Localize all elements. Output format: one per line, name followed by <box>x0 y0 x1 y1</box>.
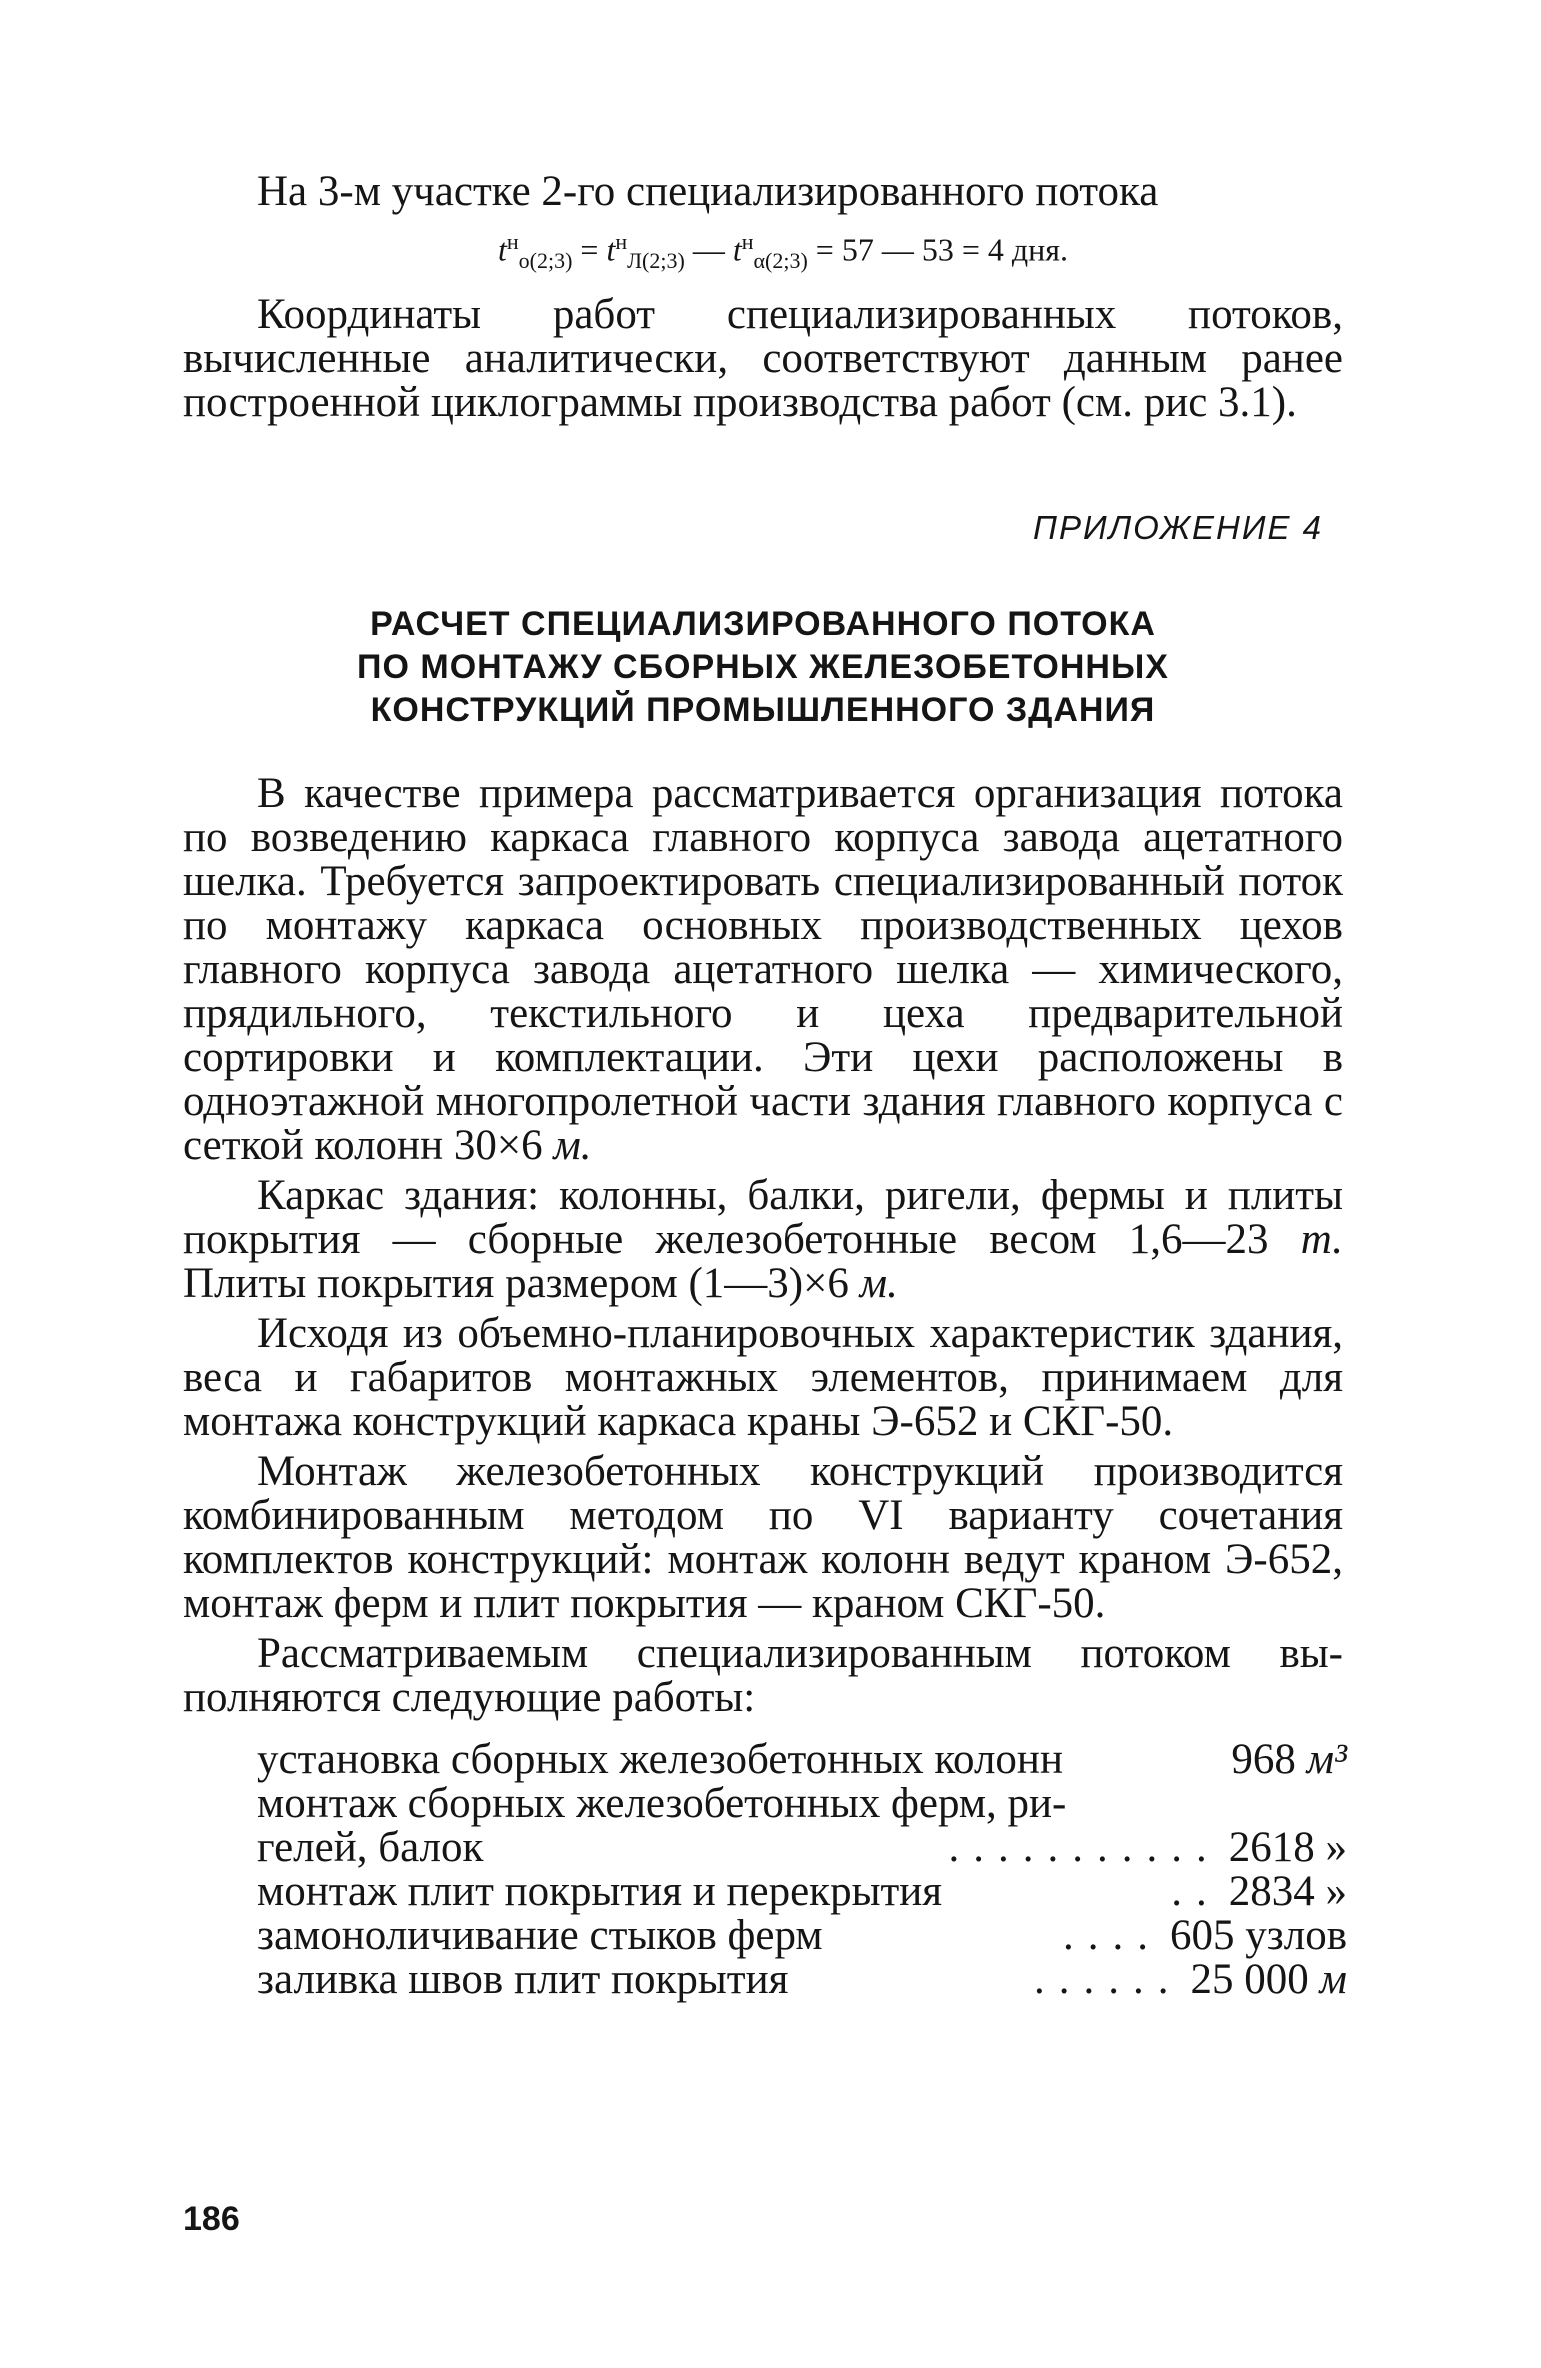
work-item-value: 968 <box>1231 1736 1296 1784</box>
formula-sub2: Л(2;3) <box>627 248 685 274</box>
work-item-value: 2618 <box>1228 1824 1315 1872</box>
work-item-name: заливка швов плит покрытия <box>257 1956 789 2004</box>
paragraph-works-intro: Рассматриваемым специализированным потоком выполняются следующие работы: <box>183 1630 1343 1722</box>
work-item-qty <box>1229 1870 1347 1914</box>
work-item-unit: » <box>1325 1824 1347 1872</box>
work-item-unit: м <box>1319 1956 1347 2004</box>
paragraph-frame-unit: т. <box>1300 1216 1344 1264</box>
intro-line: На 3-м участке 2-го специализированного потока <box>257 168 1159 215</box>
title-line-1: РАСЧЕТ СПЕЦИАЛИЗИРОВАННОГО ПОТОКА <box>370 605 1156 644</box>
work-item-qty <box>1229 1826 1347 1870</box>
work-item <box>257 1738 1347 1782</box>
paragraph-frame <box>183 1174 1343 1306</box>
work-item <box>257 1870 1347 1914</box>
work-item-name: замоноличивание стыков ферм <box>257 1912 823 1960</box>
work-item <box>257 1958 1347 2002</box>
paragraph-example-text: В качестве примера рассматривается организация потока по возведению каркаса главного корпуса завода ацетатного шелка. Требуется запроектировать специализированный поток по монтажу каркаса основных производственных цехов главного корпуса завода ацетатного шелка — химического, прядильного, текстильного и цеха предварительной сортировки и комплектации. Эти цехи расположены в одноэтажной многопролетной части здания главного корпуса с сеткой колонн 30×6 <box>183 770 1343 1170</box>
formula-equals: = <box>580 231 599 268</box>
formula-sub3: α(2;3) <box>753 248 808 274</box>
work-item-name: монтаж плит покрытия и перекрытия <box>257 1868 943 1916</box>
work-item <box>257 1782 1347 1826</box>
formula-line <box>223 220 1343 283</box>
title-line-3: КОНСТРУКЦИЙ ПРОМЫШЛЕННОГО ЗДАНИЯ <box>370 691 1156 730</box>
work-item <box>257 1914 1347 1958</box>
work-item-unit: » <box>1325 1868 1347 1916</box>
document-page <box>183 168 1347 2004</box>
work-item-value: 605 <box>1170 1912 1235 1960</box>
formula-t3: t <box>732 231 742 268</box>
page-number: 186 <box>183 2200 240 2238</box>
formula-sup3: н <box>741 229 754 254</box>
work-item-leader: ...... <box>1034 1958 1183 2003</box>
work-item-unit: м³ <box>1306 1736 1347 1784</box>
paragraph-example <box>183 772 1343 1168</box>
formula-sup2: н <box>615 229 628 254</box>
work-item-leader: ........... <box>948 1826 1221 1871</box>
paragraph-frame-tail-unit: м. <box>859 1260 898 1308</box>
work-item-qty <box>1170 1914 1347 1958</box>
paragraph-frame-text: Каркас здания: колонны, балки, ригели, фермы и плиты покрытия — сборные железобетонные весом 1,6—23 <box>183 1172 1343 1264</box>
appendix-label: ПРИЛОЖЕНИЕ 4 <box>1033 509 1323 547</box>
work-item-unit: узлов <box>1245 1912 1347 1960</box>
work-item <box>257 1826 1347 1870</box>
work-item-value: 25 000 <box>1190 1956 1309 2004</box>
formula-sub1: о(2;3) <box>518 248 573 274</box>
formula-sup1: н <box>506 229 519 254</box>
work-item-qty <box>1231 1738 1347 1782</box>
section-title <box>183 603 1343 732</box>
coordinates-paragraph: Координаты работ специализированных потоков, вычисленные аналитически, соответствуют данным ранее построенной циклограммы производства работ (см. рис 3.1). <box>183 291 1343 427</box>
work-item-name: гелей, балок <box>257 1824 484 1872</box>
work-item-leader: .... <box>1063 1914 1162 1959</box>
work-item-value: 2834 <box>1228 1868 1315 1916</box>
works-list <box>257 1738 1347 2002</box>
work-item-leader: .. <box>1171 1870 1221 1915</box>
formula-t1: t <box>497 231 507 268</box>
formula-minus: — <box>692 231 725 268</box>
paragraph-method: Монтаж железобетонных конструкций производится комбинированным методом по VI варианту сочетания комплектов конструкций: монтаж колонн ведут краном Э-652, монтаж ферм и плит покрытия — краном СКГ-50. <box>183 1448 1343 1628</box>
work-item-name: установка сборных железобетонных колонн <box>257 1736 1063 1784</box>
work-item-qty <box>1191 1958 1347 2002</box>
formula-result: = 57 — 53 = 4 дня. <box>815 231 1069 268</box>
paragraph-example-unit: м. <box>553 1122 592 1170</box>
paragraph-cranes: Исходя из объемно-планировочных характеристик здания, веса и габаритов монтажных элементов, принимаем для монтажа конструкций каркаса краны Э-652 и СКГ-50. <box>183 1310 1343 1446</box>
work-item-name: монтаж сборных железобетонных ферм, ри- <box>257 1780 1067 1828</box>
paragraph-frame-tail: Плиты покрытия размером (1—3)×6 <box>183 1260 849 1308</box>
formula-t2: t <box>606 231 616 268</box>
title-line-2: ПО МОНТАЖУ СБОРНЫХ ЖЕЛЕЗОБЕТОННЫХ <box>357 648 1169 687</box>
